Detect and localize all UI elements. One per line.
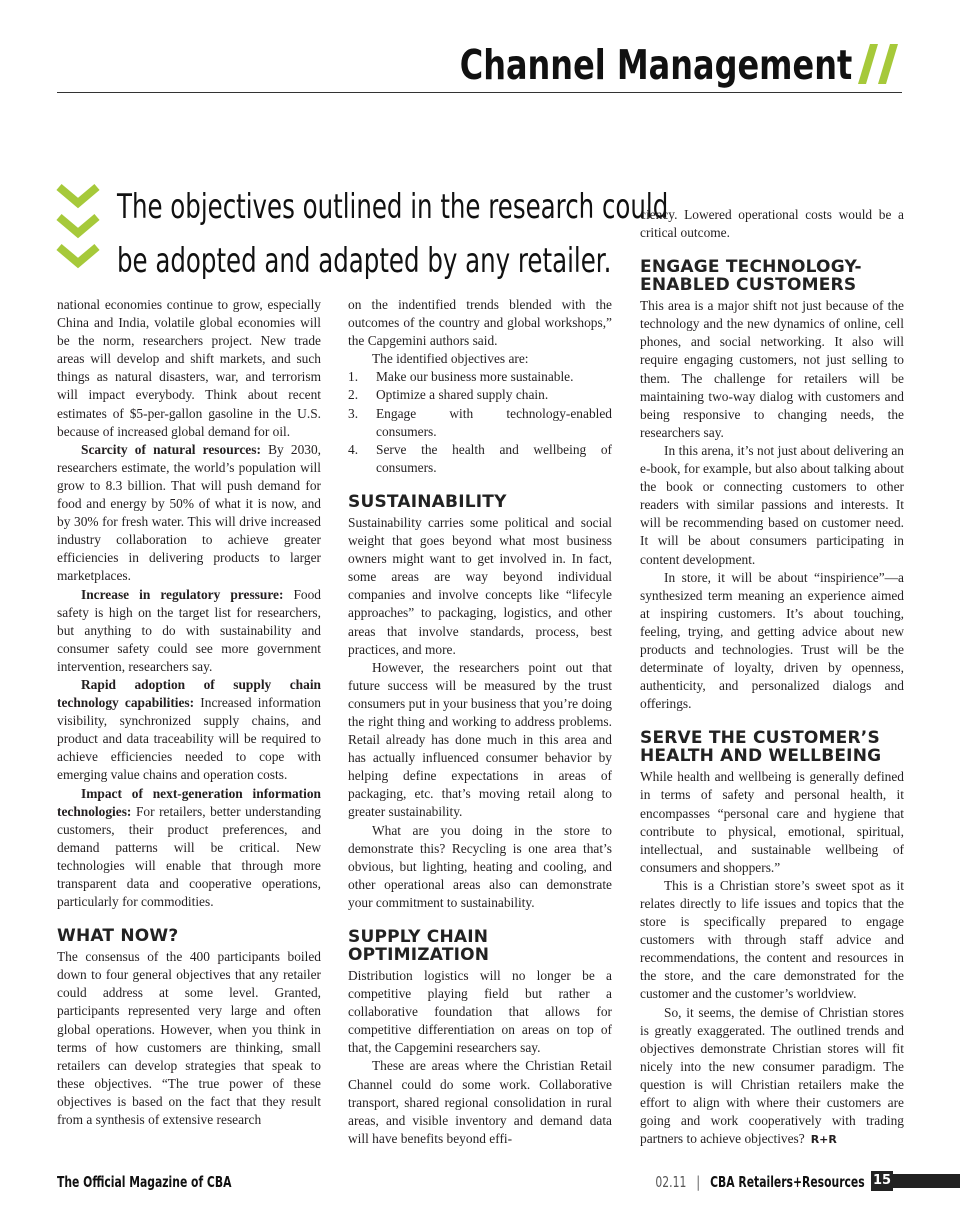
paragraph-body: By 2030, researchers estimate, the world’s population will grow to 8.3 billion. That will push demand for food and energy by 50% of what it is now, and by 30% for fresh water. This will drive increased industry collaboration to achieve greater efficiencies in delivering products to larger marketplaces. bbox=[57, 441, 322, 584]
run-in-heading: Scarcity of natural resources: bbox=[81, 441, 261, 457]
header-divider bbox=[57, 92, 902, 93]
pull-quote-line: The objectives outlined in the research could bbox=[117, 187, 669, 227]
pull-quote bbox=[117, 180, 669, 288]
list-text: Optimize a shared supply chain. bbox=[376, 387, 549, 403]
section-heading: SUPPLY CHAIN OPTIMIZATION bbox=[348, 927, 490, 965]
footer-bar bbox=[893, 1174, 960, 1188]
paragraph bbox=[640, 1004, 904, 1150]
paragraph: The identified objectives are: bbox=[372, 351, 529, 367]
paragraph: ciency. Lowered operational costs would be a critical outcome. bbox=[640, 207, 904, 241]
paragraph: Sustainability carries some political and social weight that goes beyond what most business owners might want to get involved in. In fact, some areas are way beyond individual companies and involve concepts like “lifecyle approaches” to packaging, logistics, and other areas that involve standards, process, best practices, and more. bbox=[348, 514, 612, 657]
article-column-2 bbox=[348, 296, 612, 1148]
paragraph: This area is a major shift not just because of the technology and the new dynamics of online, cell phones, and social networking. It also will require engaging customers, not just selling to them. The challenge for retailers will be maintaining two-way dialog with customers and being responsive to changing needs, the researchers say. bbox=[640, 298, 904, 440]
run-in-heading: Rapid adoption of supply chain technology capabilities: bbox=[57, 676, 321, 711]
paragraph: In store, it will be about “inspirience”—a synthesized term meaning an experience aimed at inspiring customers. It’s about touching, feeling, trying, and getting advice about new products and technologies. Trust will be the determinate of loyalty, driven by openness, authenticity, and personalized dialogs and offerings. bbox=[640, 569, 904, 712]
run-in-heading: Increase in regulatory pressure: bbox=[81, 586, 284, 602]
paragraph bbox=[57, 676, 321, 785]
list-number: 1. bbox=[348, 369, 359, 385]
section-heading: ENGAGE TECHNOLOGY-ENABLED CUSTOMERS bbox=[640, 257, 862, 296]
section-heading: SUSTAINABILITY bbox=[348, 491, 507, 512]
paragraph-body: Food safety is high on the target list for researchers, but anything to do with sustainability and consumer safety could see more government intervention, researchers say. bbox=[57, 586, 321, 674]
paragraph: However, the researchers point out that future success will be measured by the trust consumers put in your business that you’re doing the right thing and working to address problems. Retail already has done much in this area and has actually influenced consumer behavior by helping define expectations in areas of packaging, etc. that’s moving retail along to greater sustainability. bbox=[348, 659, 612, 820]
paragraph bbox=[57, 785, 321, 912]
paragraph: Distribution logistics will no longer be a competitive playing field but rather a collaborative foundation that allows for competitive differentiation on areas on top of that, the Capgemini researchers say. bbox=[348, 968, 612, 1056]
paragraph: The consensus of the 400 participants boiled down to four general objectives that any retailer could address at some level. Granted, participants represented very large and often global operations. However, when you think in terms of how customers are thinking, small retailers can develop strategies that speak to these objectives. “The true power of these objectives is based on the fact that they result from a synthesis of extensive research bbox=[57, 949, 321, 1128]
list-text: Make our business more sustainable. bbox=[376, 369, 574, 385]
paragraph: on the indentified trends blended with the outcomes of the country and global workshops,” the Capgemini authors said. bbox=[348, 297, 612, 349]
list-item bbox=[348, 386, 612, 404]
paragraph bbox=[57, 441, 321, 586]
paragraph bbox=[57, 586, 321, 676]
footer-magazine-name: The Official Magazine of CBA bbox=[57, 1173, 232, 1191]
list-number: 3. bbox=[348, 405, 359, 421]
article-column-1 bbox=[57, 296, 321, 1129]
section-heading: WHAT NOW? bbox=[57, 926, 179, 947]
list-number: 4. bbox=[348, 441, 359, 457]
paragraph-body: So, it seems, the demise of Christian stores is greatly exaggerated. The outlined trends and objectives demonstrate Christian stores will fit nicely into the new consumer paradigm. The question is will Christian retailers make the effort to align with where their customers are going and work cooperatively with trading partners to achieve objectives? bbox=[640, 1004, 904, 1147]
page-number: 15 bbox=[871, 1171, 893, 1191]
paragraph: While health and wellbeing is generally defined in terms of safety and personal health, it encompasses “personal care and hygiene that contribute to physical, emotional, spiritual, intellectual, and sustainable wellbeing of consumers and shoppers.” bbox=[640, 769, 904, 875]
issue-date: 02.11 bbox=[655, 1173, 687, 1191]
chevron-down-icon bbox=[55, 183, 101, 273]
list-number: 2. bbox=[348, 387, 359, 403]
paragraph: These are areas where the Christian Retail Channel could do some work. Collaborative transport, shared regional consolidation in rural areas, and visible inventory and demand data will have benefits beyond effi- bbox=[348, 1058, 612, 1146]
section-title: Channel Management bbox=[459, 41, 852, 89]
footer-separator: | bbox=[696, 1173, 701, 1191]
pull-quote-line: be adopted and adapted by any retailer. bbox=[117, 241, 612, 281]
section-heading: SERVE THE CUSTOMER’S HEALTH AND WELLBEING bbox=[640, 728, 882, 767]
list-text: Serve the health and wellbeing of consumers. bbox=[376, 441, 612, 475]
paragraph: In this arena, it’s not just about delivering an e-book, for example, but also about talking about the book or connecting customers to other readers with similar passions and interests. It will be recommending based on customer need. It will be about consumers participating in content development. bbox=[640, 442, 904, 567]
paragraph-body: Increased information visibility, synchronized supply chains, and product and data traceability will be required to achieve efficiencies needed to cope with emerging value chains and operation costs. bbox=[57, 695, 321, 783]
footer-issue-info bbox=[656, 1173, 865, 1191]
list-text: Engage with technology-enabled consumers. bbox=[376, 405, 612, 439]
paragraph: What are you doing in the store to demonstrate this? Recycling is one area that’s obvious, but lighting, heating and cooling, and other operational areas also can demonstrate your commitment to sustainability. bbox=[348, 822, 612, 910]
paragraph: This is a Christian store’s sweet spot as it relates directly to life issues and topics that the store is specifically prepared to engage customers with through staff advice and recommendations, the content and resources in the store, and the care demonstrated for the customer and the customer’s worldview. bbox=[640, 877, 904, 1002]
publication-name: CBA Retailers+Resources bbox=[710, 1173, 865, 1191]
list-item bbox=[348, 368, 612, 386]
end-mark: R+R bbox=[810, 1133, 837, 1147]
list-item bbox=[348, 441, 612, 477]
list-item bbox=[348, 405, 612, 441]
paragraph: national economies continue to grow, especially China and India, volatile global economies will be the norm, researchers project. New trade areas will develop and shift markets, and such things as natural disasters, war, and terrorism will impact everybody. Think about recent estimates of $5-per-gallon gasoline in the U.S. because of increased global demand for oil. bbox=[57, 297, 321, 439]
objectives-list bbox=[348, 368, 612, 477]
double-slash-icon bbox=[856, 36, 906, 90]
article-column-3 bbox=[640, 206, 904, 1149]
paragraph-body: For retailers, better understanding customers, their product preferences, and demand patterns will be critical. New technologies will enable that through more transparent data and cooperative operations, particularly for commodities. bbox=[57, 803, 321, 910]
run-in-heading: Impact of next-generation information technologies: bbox=[57, 785, 321, 819]
